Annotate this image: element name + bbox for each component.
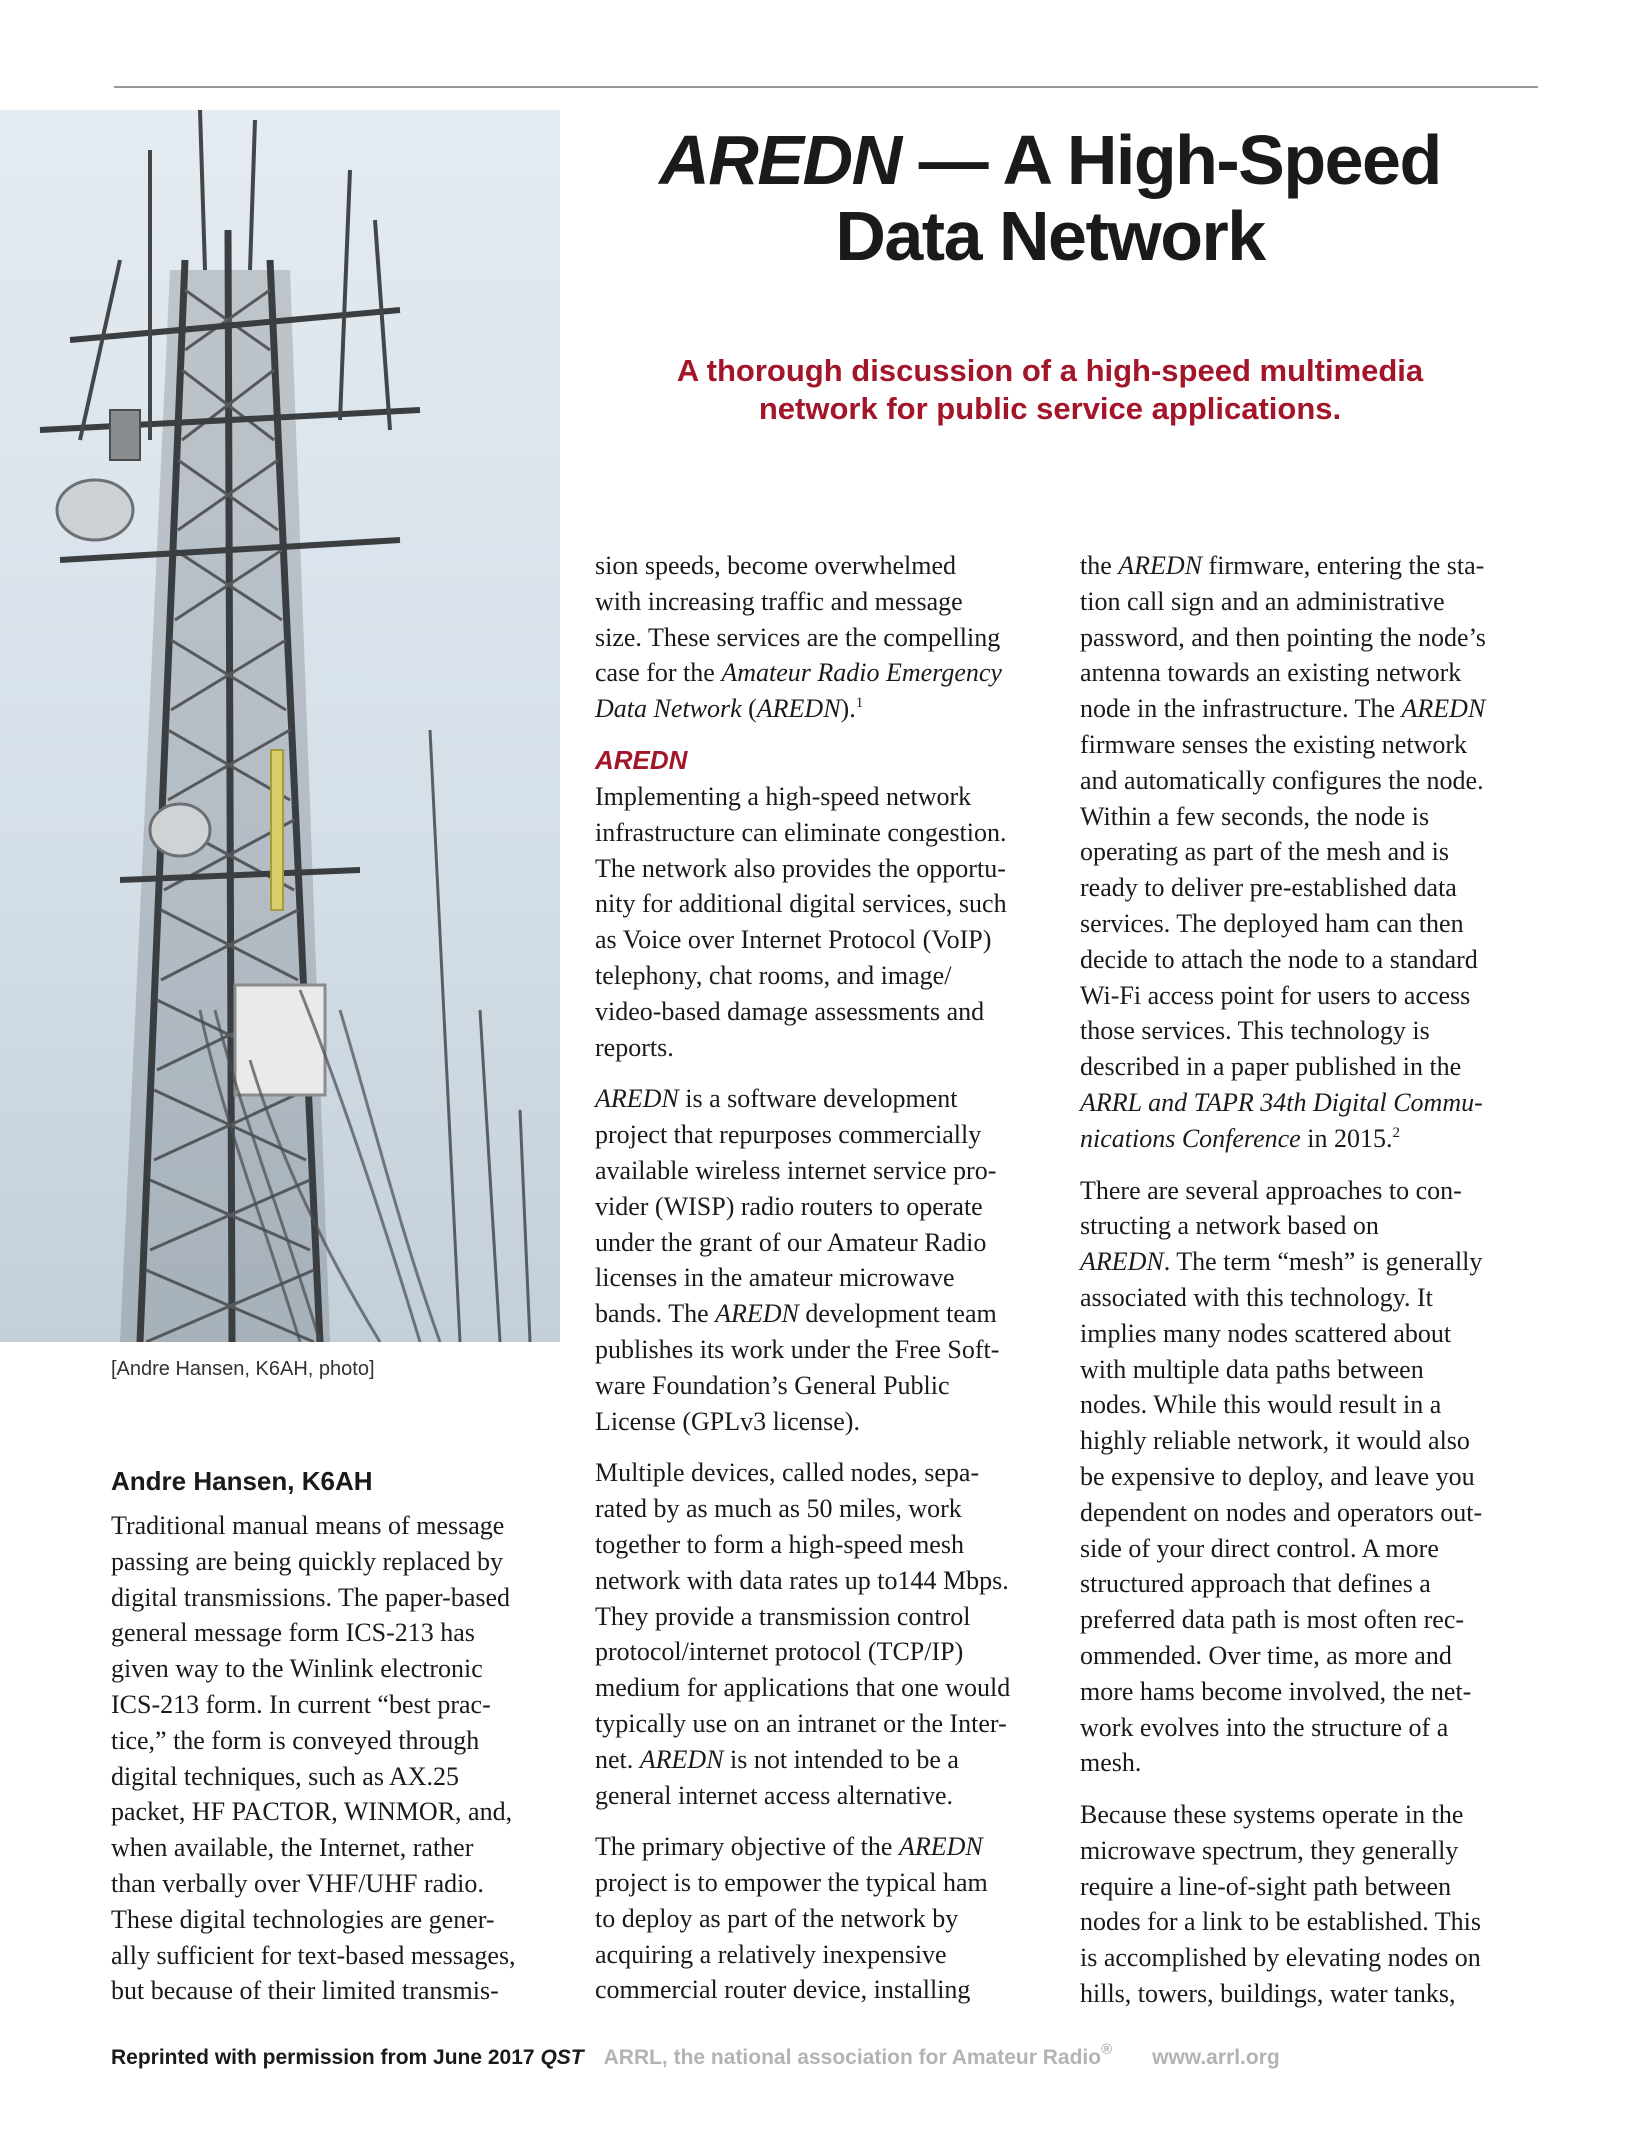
text-line: available wireless internet service pro- [595, 1155, 997, 1185]
article-subtitle [590, 352, 1510, 428]
col1-paragraph [111, 1508, 561, 2009]
text-line [1080, 691, 1540, 727]
arrl-tagline: ARRL, the national association for Amateur Radio [603, 2046, 1102, 2069]
text-line: ware Foundation’s General Public [595, 1370, 950, 1400]
text-line: Wi-Fi access point for users to access [1080, 980, 1471, 1010]
text-run: in 2015. [1300, 1123, 1393, 1153]
tower-photo [0, 110, 560, 1342]
text-line: commercial router device, installing [595, 1975, 971, 2005]
text-line: work evolves into the structure of a [1080, 1712, 1449, 1742]
col2-paragraph-4 [595, 1455, 1055, 1813]
text-line [595, 1296, 1055, 1332]
text-line: given way to the Winlink electronic [111, 1654, 483, 1684]
text-line: Within a few seconds, the node is [1080, 801, 1430, 831]
text-line: passing are being quickly replaced by [111, 1546, 504, 1576]
subtitle-line-1: A thorough discussion of a high-speed multimedia [676, 353, 1424, 388]
italic-run: nications Conference [1080, 1123, 1301, 1153]
text-line: The network also provides the opportu- [595, 853, 1006, 883]
footnote-ref-2: 2 [1392, 1124, 1400, 1141]
text-line: protocol/internet protocol (TCP/IP) [595, 1637, 964, 1667]
text-run: development team [798, 1299, 997, 1329]
title-rest: — A High-Speed [900, 121, 1441, 199]
author-byline: Andre Hansen, K6AH [111, 1466, 373, 1496]
text-run: bands. The [595, 1299, 716, 1329]
text-line: License (GPLv3 license). [595, 1406, 860, 1436]
italic-run: AREDN [1401, 694, 1486, 724]
text-line: password, and then pointing the node’s [1080, 622, 1486, 652]
text-line: Because these systems operate in the [1080, 1800, 1464, 1830]
text-line [595, 1829, 1055, 1865]
text-line: project is to empower the typical ham [595, 1868, 988, 1898]
text-line: ally sufficient for text-based messages, [111, 1940, 516, 1970]
col3-paragraph-1 [1080, 548, 1540, 1157]
text-line: highly reliable network, it would also [1080, 1426, 1470, 1456]
text-line: mesh. [1080, 1748, 1142, 1778]
text-line: together to form a high-speed mesh [595, 1529, 964, 1559]
text-run: net. [595, 1744, 640, 1774]
text-line: when available, the Internet, rather [111, 1833, 474, 1863]
text-run: case for the [595, 658, 722, 688]
text-line: There are several approaches to con- [1080, 1175, 1462, 1205]
text-line: firmware senses the existing network [1080, 729, 1468, 759]
text-line: than verbally over VHF/UHF radio. [111, 1868, 484, 1898]
text-line: to deploy as part of the network by [595, 1903, 959, 1933]
text-line: project that repurposes commercially [595, 1120, 982, 1150]
text-line: video-based damage assessments and [595, 996, 985, 1026]
text-line: Traditional manual means of message [111, 1511, 505, 1540]
text-run: is not intended to be a [723, 1744, 959, 1774]
col2-paragraph-1 [595, 548, 1055, 727]
text-line: packet, HF PACTOR, WINMOR, and, [111, 1797, 513, 1827]
text-line: ICS-213 form. In current “best prac- [111, 1689, 491, 1719]
italic-run: AREDN [756, 694, 841, 724]
text-line: microwave spectrum, they generally [1080, 1835, 1459, 1865]
text-line [595, 1081, 1055, 1117]
text-line: publishes its work under the Free Soft- [595, 1334, 1000, 1364]
text-line: acquiring a relatively inexpensive [595, 1939, 947, 1969]
text-line [1080, 1244, 1540, 1280]
text-line: decide to attach the node to a standard [1080, 944, 1478, 974]
text-line: dependent on nodes and operators out- [1080, 1497, 1483, 1527]
text-line: nodes for a link to be established. This [1080, 1907, 1482, 1937]
text-line: vider (WISP) radio routers to operate [595, 1191, 983, 1221]
text-line [1080, 1085, 1540, 1121]
italic-run: AREDN [639, 1744, 724, 1774]
text-line: ommended. Over time, as more and [1080, 1640, 1452, 1670]
qst-name: QST [540, 2046, 584, 2069]
text-line: tice,” the form is conveyed through [111, 1725, 480, 1755]
text-line: ready to deliver pre-established data [1080, 873, 1457, 903]
text-line: and automatically configures the node. [1080, 765, 1484, 795]
text-line: described in a paper published in the [1080, 1052, 1462, 1082]
page-footer [111, 2041, 1280, 2070]
text-line: preferred data path is most often rec- [1080, 1605, 1465, 1635]
col3-paragraph-3 [1080, 1797, 1540, 2012]
text-line [595, 1742, 1055, 1778]
text-line: Implementing a high-speed network [595, 781, 972, 811]
header-rule [114, 86, 1538, 88]
column-2 [595, 548, 1055, 2024]
arrl-url[interactable]: www.arrl.org [1152, 2046, 1280, 2069]
text-line: telephony, chat rooms, and image/ [595, 960, 952, 990]
article-title [600, 122, 1500, 274]
text-line: tion call sign and an administrative [1080, 586, 1445, 616]
text-run: node in the infrastructure. The [1080, 694, 1402, 724]
text-line: typically use on an intranet or the Inter- [595, 1708, 1007, 1738]
footnote-ref-1: 1 [855, 695, 864, 712]
text-run: . The term “mesh” is generally [1163, 1247, 1483, 1277]
text-line: digital techniques, such as AX.25 [111, 1761, 460, 1791]
text-line: rated by as much as 50 miles, work [595, 1494, 962, 1524]
text-line: services. The deployed ham can then [1080, 908, 1464, 938]
text-line: structing a network based on [1080, 1211, 1379, 1241]
italic-run: AREDN [898, 1832, 983, 1862]
text-line: nity for additional digital services, such [595, 889, 1007, 919]
text-line: nodes. While this would result in a [1080, 1390, 1442, 1420]
photo-caption: [Andre Hansen, K6AH, photo] [111, 1358, 375, 1380]
section-heading-aredn: AREDN [595, 744, 688, 775]
col2-paragraph-2 [595, 779, 1055, 1065]
italic-run: Amateur Radio Emergency [721, 658, 1002, 688]
text-line: operating as part of the mesh and is [1080, 837, 1449, 867]
text-line: infrastructure can eliminate congestion. [595, 817, 1007, 847]
column-1 [111, 1508, 561, 2025]
text-line: antenna towards an existing network [1080, 658, 1462, 688]
text-line: sion speeds, become overwhelmed [595, 551, 957, 580]
text-line [1080, 1121, 1540, 1157]
text-line: general message form ICS-213 has [111, 1618, 475, 1648]
text-run: ). [840, 694, 856, 724]
text-line: medium for applications that one would [595, 1673, 1011, 1703]
italic-run: AREDN [1080, 1247, 1164, 1277]
italic-run: AREDN [595, 1084, 679, 1114]
text-line: size. These services are the compelling [595, 622, 1001, 652]
italic-run: AREDN [715, 1299, 799, 1329]
text-line: implies many nodes scattered about [1080, 1318, 1452, 1348]
title-line2: Data Network [835, 197, 1265, 275]
text-run: The primary objective of the [595, 1832, 899, 1862]
text-line: digital transmissions. The paper-based [111, 1582, 511, 1612]
text-line: associated with this technology. It [1080, 1282, 1433, 1312]
text-line: as Voice over Internet Protocol (VoIP) [595, 925, 992, 955]
text-line: but because of their limited transmis- [111, 1976, 499, 2006]
text-line: those services. This technology is [1080, 1016, 1430, 1046]
text-line: is accomplished by elevating nodes on [1080, 1943, 1481, 1973]
text-line: These digital technologies are gener- [111, 1904, 495, 1934]
text-line: side of your direct control. A more [1080, 1533, 1439, 1563]
reprint-notice: Reprinted with permission from June 2017 [111, 2046, 541, 2069]
text-run: firmware, entering the sta- [1202, 551, 1485, 580]
col2-paragraph-3 [595, 1081, 1055, 1439]
col3-paragraph-2 [1080, 1173, 1540, 1782]
column-3 [1080, 548, 1540, 2028]
italic-run: ARRL and TAPR 34th Digital Commu- [1080, 1087, 1483, 1117]
text-run: is a software development [678, 1084, 958, 1114]
text-line: under the grant of our Amateur Radio [595, 1227, 987, 1257]
text-line [1080, 548, 1540, 584]
text-line: require a line-of-sight path between [1080, 1871, 1452, 1901]
italic-run: Data Network [595, 694, 742, 724]
text-line: hills, towers, buildings, water tanks, [1080, 1979, 1456, 2009]
text-line: network with data rates up to144 Mbps. [595, 1565, 1009, 1595]
title-aredn: AREDN [659, 121, 901, 199]
text-line: with multiple data paths between [1080, 1354, 1424, 1384]
text-line: general internet access alternative. [595, 1780, 954, 1810]
subtitle-line-2: network for public service applications. [758, 391, 1342, 426]
text-run: the [1080, 551, 1119, 580]
text-line: with increasing traffic and message [595, 586, 963, 616]
text-line [595, 691, 1055, 727]
text-line: be expensive to deploy, and leave you [1080, 1461, 1475, 1491]
text-line: Multiple devices, called nodes, sepa- [595, 1458, 980, 1488]
text-line: reports. [595, 1032, 674, 1062]
italic-run: AREDN [1118, 551, 1203, 580]
antenna-tower-image [0, 110, 560, 1342]
col2-paragraph-5 [595, 1829, 1055, 2008]
text-line: structured approach that defines a [1080, 1569, 1431, 1599]
text-line: more hams become involved, the net- [1080, 1676, 1472, 1706]
text-line [595, 655, 1055, 691]
text-run: ( [741, 694, 757, 724]
registered-mark: ® [1101, 2041, 1113, 2058]
text-line: licenses in the amateur microwave [595, 1263, 955, 1293]
text-line: They provide a transmission control [595, 1601, 971, 1631]
